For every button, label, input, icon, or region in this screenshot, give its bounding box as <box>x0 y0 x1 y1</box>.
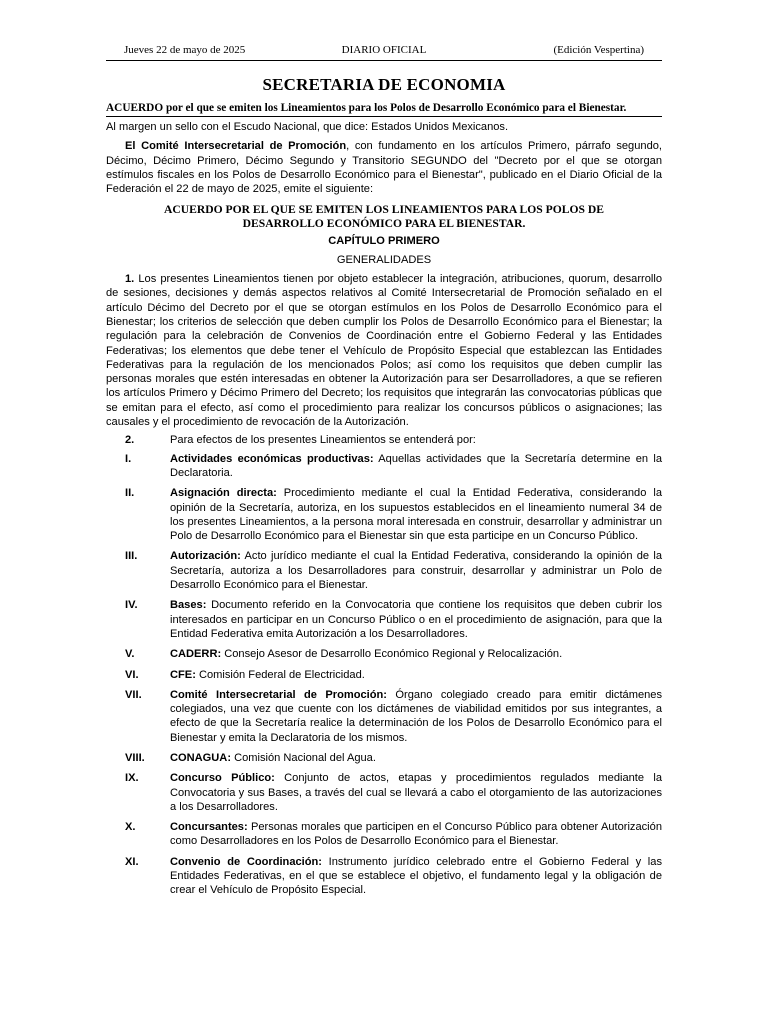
definition-text <box>170 688 662 745</box>
definition-item <box>106 598 662 641</box>
definition-term: CADERR: <box>170 648 222 661</box>
definition-number: XI. <box>125 855 139 868</box>
definition-term: Concursantes: <box>170 821 248 834</box>
header-date: Jueves 22 de mayo de 2025 <box>124 44 246 56</box>
definition-term: CFE: <box>170 668 196 681</box>
intro-rest: , con fundamento en los artículos Primero, párrafo segundo, Décimo, Décimo Primero, Décimo Segundo y Transitorio SEGUNDO del "Decreto por el que se otorgan estímulos fiscales en los Polos de Desarrollo Económico para el Bienestar", publicado en el Diario Oficial de la Federación el 22 de mayo de 2025, emite el siguiente: <box>106 140 662 196</box>
intro-paragraph <box>106 139 662 196</box>
section-heading: GENERALIDADES <box>336 253 432 266</box>
definition-term: CONAGUA: <box>170 751 232 764</box>
definition-number: VIII. <box>125 751 145 764</box>
article-2-number: 2. <box>125 434 135 447</box>
definition-term: Autorización: <box>170 550 241 563</box>
header-publication: DIARIO OFICIAL <box>341 44 427 56</box>
intro-bold: El Comité Intersecretarial de Promoción <box>125 140 347 153</box>
definition-item <box>106 668 662 682</box>
definition-number: VII. <box>125 688 142 701</box>
chapter-title: CAPÍTULO PRIMERO <box>328 235 440 248</box>
definition-number: IX. <box>125 772 139 785</box>
definition-body: Acto jurídico mediante el cual la Entidad Federativa, considerando la opinión de la Secretaría, autoriza a los Desarrolladores para construir, desarrollar y administrar un Polo de Desarrollo Económico para el Bienestar. <box>170 550 662 592</box>
definition-number: II. <box>125 487 135 500</box>
definition-body: Aquellas actividades que la Secretaría determine en la Declaratoria. <box>170 452 662 479</box>
definition-text <box>170 668 662 682</box>
header-edition: (Edición Vespertina) <box>553 44 644 56</box>
definition-item <box>106 855 662 898</box>
document-page <box>106 42 662 898</box>
definition-item <box>106 486 662 543</box>
definition-number: I. <box>125 452 132 465</box>
definition-text <box>170 751 662 765</box>
page-header <box>106 42 662 61</box>
section-title: SECRETARIA DE ECONOMIA <box>262 75 506 94</box>
definition-text <box>170 452 662 481</box>
definition-number: X. <box>125 821 136 834</box>
acuerdo-title: ACUERDO POR EL QUE SE EMITEN LOS LINEAMIENTOS PARA LOS POLOS DE DESARROLLO ECONÓMICO PARA EL BIENESTAR. <box>164 203 604 231</box>
definition-term: Asignación directa: <box>170 487 277 500</box>
definition-text <box>170 855 662 898</box>
definition-term: Concurso Público: <box>170 772 275 785</box>
definition-item <box>106 549 662 592</box>
definition-body: Procedimiento mediante el cual la Entidad Federativa, considerando la opinión de la Secretaría, autoriza, en los supuestos establecidos en el lineamiento numeral 34 de los presentes Lineamientos, a la persona moral interesada en construir, desarrollar y administrar un Polo de Desarrollo Económico para el Bienestar sin que esta participe en un Concurso Público. <box>170 487 662 543</box>
definition-item <box>106 751 662 765</box>
definition-number: VI. <box>125 668 139 681</box>
definition-number: III. <box>125 550 138 563</box>
definition-number: V. <box>125 648 135 661</box>
article-1-number: 1. <box>125 273 135 286</box>
definition-item <box>106 452 662 481</box>
definition-text <box>170 647 662 661</box>
definition-body: Documento referido en la Convocatoria que contiene los requisitos que deben cubrir los interesados en participar en un Concurso Público o en el procedimiento de asignación, para que la Entidad Federativa emita Autorización a los Desarrolladores. <box>170 599 662 640</box>
definition-body: Instrumento jurídico celebrado entre el Gobierno Federal y las Entidades Federativas, en el que se establece el objetivo, el fundamento legal y la obligación de crear el Vehículo de Propósito Especial. <box>170 855 662 897</box>
acuerdo-heading <box>106 102 662 117</box>
article-2-text: Para efectos de los presentes Lineamientos se entenderá por: <box>170 434 476 447</box>
definition-text <box>170 820 662 849</box>
definition-body: Comisión Nacional del Agua. <box>231 751 376 764</box>
acuerdo-heading-rest: por el que se emiten los Lineamientos para los Polos de Desarrollo Económico para el Bienestar. <box>163 102 627 114</box>
definition-item <box>106 771 662 814</box>
definition-text <box>170 771 662 814</box>
definition-text <box>170 549 662 592</box>
article-1-text: Los presentes Lineamientos tienen por objeto establecer la integración, atribuciones, quorum, desarrollo de sesiones, decisiones y demás aspectos relativos al Comité Intersecretarial de Promoción señalado en el artículo Décimo del Decreto por el que se otorgan estímulos en los Polos de Desarrollo Económico para el Bienestar; los criterios de selección que deben cumplir los Polos de Desarrollo Económico para el Bienestar; la regulación para la celebración de Convenios de Coordinación entre el Gobierno Federal y las Entidades Federativas; los elementos que debe tener el Vehículo de Propósito Especial que establezcan las Entidades Federativas para la regulación de los mencionados Polos; así como los requisitos que deben cumplir las personas morales que estén interesadas en obtener la Autorización para ser Desarrolladores, a que se refieren los artículos Primero y Décimo Primero del Decreto; los requisitos que integrarán las convocatorias públicas que se emitan para el efecto, así como el procedimiento para realizar los concursos públicos o asignaciones; las causales y el procedimiento de revocación de la Autorización. <box>106 273 662 429</box>
definition-item <box>106 688 662 745</box>
definition-term: Convenio de Coordinación: <box>170 855 323 868</box>
definition-body: Consejo Asesor de Desarrollo Económico Regional y Relocalización. <box>221 648 563 661</box>
seal-text: Al margen un sello con el Escudo Nacional, que dice: Estados Unidos Mexicanos. <box>106 121 509 133</box>
definition-body: Comisión Federal de Electricidad. <box>195 668 365 681</box>
definition-number: IV. <box>125 599 138 612</box>
definition-body: Personas morales que participen en el Concurso Público para obtener Autorización como Desarrolladores en los Polos de Desarrollo Económico para el Bienestar. <box>170 821 662 848</box>
definition-body: Órgano colegiado creado para emitir dictámenes colegiados, una vez que cuente con los dictámenes de viabilidad emitidos por sus integrantes, a efecto de que la Secretaría realice la determinación de los Polos de Desarrollo Económico para el Bienestar y emita la Declaratoria de los mismos. <box>170 688 662 744</box>
definition-term: Bases: <box>170 599 207 612</box>
definition-item <box>106 820 662 849</box>
definition-text <box>170 598 662 641</box>
definition-text <box>170 486 662 543</box>
definition-body: Conjunto de actos, etapas y procedimientos regulados mediante la Convocatoria y sus Bases, a través del cual se llevará a cabo el otorgamiento de las autorizaciones a los Desarrolladores. <box>170 772 662 813</box>
article-1 <box>106 272 662 429</box>
definition-term: Actividades económicas productivas: <box>170 452 374 465</box>
definition-item <box>106 647 662 661</box>
article-2 <box>106 433 662 447</box>
acuerdo-heading-bold: ACUERDO <box>106 102 164 114</box>
definition-term: Comité Intersecretarial de Promoción: <box>170 688 387 701</box>
definitions-list <box>106 452 662 898</box>
